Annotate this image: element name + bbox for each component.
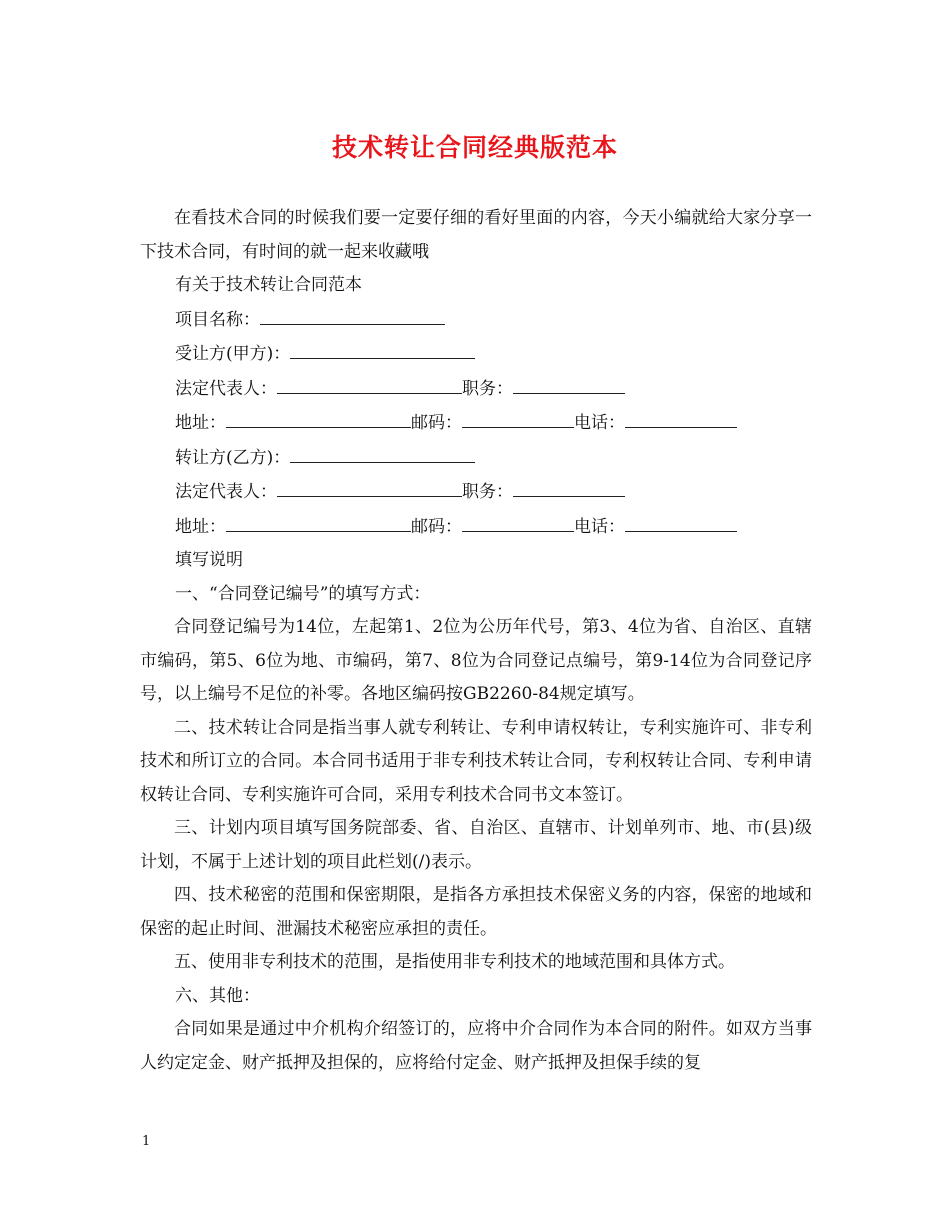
section6-body: 合同如果是通过中介机构介绍签订的，应将中介合同作为本合同的附件。如双方当事人约定定金、财产抵押及担保的，应将给付定金、财产抵押及担保手续的复 [140,1019,812,1073]
party-b-rep-row [140,475,812,510]
intro-paragraph: 在看技术合同的时候我们要一定要仔细的看好里面的内容，今天小编就给大家分享一下技术合同，有时间的就一起来收藏哦 [140,208,812,262]
project-name-label: 项目名称： [175,309,260,330]
address-label: 地址： [175,516,226,537]
party-a-label: 受让方(甲方)： [175,344,291,364]
address-label: 地址： [175,413,226,433]
section6-heading: 六、其他： [175,985,260,1006]
section1-heading: 一、“合同登记编号”的填写方式： [175,583,431,604]
section5-paragraph: 五、使用非专利技术的范围，是指使用非专利技术的地域范围和具体方式。 [174,952,735,972]
legal-rep-blank [277,475,462,497]
section1-body: 合同登记编号为14位，左起第1、2位为公历年代号，第3、4位为省、自治区、直辖市编码，第5、6位为地、市编码，第7、8位为合同登记点编号，第9-14位为合同登记序号，以上编号不足位的补零。各地区编码按GB2260-84规定填写。 [140,617,812,704]
section4-paragraph: 四、技术秘密的范围和保密期限，是指各方承担技术保密义务的内容，保密的地域和保密的起止时间、泄漏技术秘密应承担的责任。 [140,885,812,939]
subtitle: 有关于技术转让合同范本 [175,275,362,295]
party-a-row [140,337,812,372]
legal-rep-label: 法定代表人： [175,378,277,399]
address-blank [226,406,411,428]
phone-blank [625,406,737,428]
document-body [140,202,812,1080]
document-title: 技术转让合同经典版范本 [331,133,618,162]
postcode-blank [462,406,574,428]
party-a-blank [290,337,475,359]
position-label: 职务： [462,378,513,399]
legal-rep-label: 法定代表人： [175,482,277,502]
address-blank [226,510,411,532]
party-a-address-row [140,406,812,441]
phone-label: 电话： [574,516,625,537]
party-a-rep-row [140,372,812,407]
party-b-address-row [140,510,812,545]
postcode-blank [462,510,574,532]
project-name-blank [260,303,445,325]
project-name-row [140,303,812,338]
position-blank [513,475,625,497]
section2-paragraph: 二、技术转让合同是指当事人就专利转让、专利申请权转让，专利实施许可、非专利技术和所订立的合同。本合同书适用于非专利技术转让合同，专利权转让合同、专利申请权转让合同、专利实施许可合同，采用专利技术合同书文本签订。 [140,717,812,805]
instructions-heading: 填写说明 [175,550,243,570]
phone-label: 电话： [574,413,625,433]
postcode-label: 邮码： [411,413,462,433]
party-b-blank [290,441,475,463]
legal-rep-blank [277,372,462,394]
position-label: 职务： [462,482,513,502]
postcode-label: 邮码： [411,516,462,537]
page-number: 1 [142,1134,151,1149]
party-b-label: 转让方(乙方)： [175,447,291,468]
phone-blank [625,510,737,532]
position-blank [513,372,625,394]
party-b-row [140,441,812,476]
section3-paragraph: 三、计划内项目填写国务院部委、省、自治区、直辖市、计划单列市、地、市(县)级计划，不属于上述计划的项目此栏划(/)表示。 [140,818,812,872]
